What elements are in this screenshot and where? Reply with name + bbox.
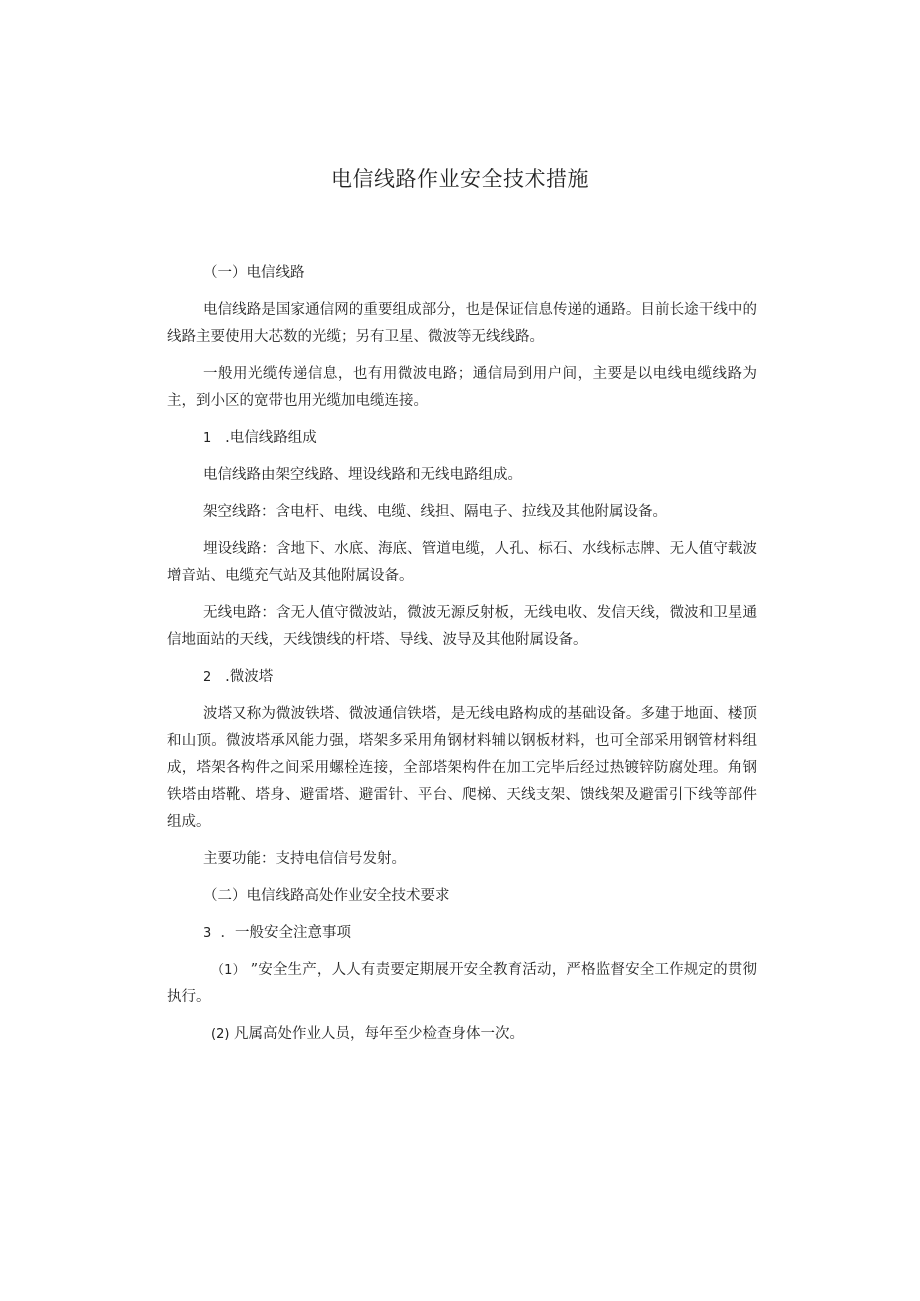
section-heading-1: （一）电信线路: [203, 265, 305, 281]
item-number: 1: [203, 431, 212, 446]
sub-item-2: [167, 1021, 757, 1048]
paragraph-1: 电信线路是国家通信网的重要组成部分，也是保证信息传递的通路。目前长途干线中的线路主要使用大芯数的光缆；另有卫星、微波等无线线路。: [167, 302, 757, 345]
paragraph-4: 架空线路：含电杆、电线、电缆、线担、隔电子、拉线及其他附属设备。: [203, 504, 667, 520]
item-text: ．一般安全注意事项: [220, 925, 351, 941]
paragraph-2: 一般用光缆传递信息，也有用微波电路；通信局到用户间，主要是以电线电缆线路为主，到小区的宽带也用光缆加电缆连接。: [167, 366, 757, 409]
item-number: 3: [203, 926, 212, 941]
item-text: .电信线路组成: [225, 430, 317, 446]
item-heading-3: [167, 920, 757, 947]
sub-item-text: ”安全生产，人人有责要定期展开安全教育活动，严格监督安全工作规定的贯彻执行。: [167, 962, 758, 1005]
paragraph-8: 主要功能：支持电信信号发射。: [203, 851, 406, 867]
sub-item-text: 凡属高处作业人员，每年至少检查身体一次。: [234, 1026, 525, 1042]
item-heading-2: [167, 664, 757, 691]
item-heading-1: [167, 425, 757, 452]
document-body: [167, 260, 757, 1058]
item-number: 2: [203, 670, 212, 685]
sub-item-1: [167, 957, 757, 1011]
paragraph-3: 电信线路由架空线路、埋设线路和无线电路组成。: [203, 467, 522, 483]
sub-item-number: (2): [211, 1027, 230, 1042]
document-title: 电信线路作业安全技术措施: [331, 167, 589, 191]
item-text: .微波塔: [225, 669, 274, 685]
paragraph-6: 无线电路：含无人值守微波站，微波无源反射板，无线电收、发信天线，微波和卫星通信地面站的天线，天线馈线的杆塔、导线、波导及其他附属设备。: [167, 605, 757, 648]
sub-item-number: （1）: [211, 963, 246, 978]
section-heading-2: （二）电信线路高处作业安全技术要求: [203, 888, 450, 904]
paragraph-7: 波塔又称为微波铁塔、微波通信铁塔，是无线电路构成的基础设备。多建于地面、楼顶和山顶。微波塔承风能力强，塔架多采用角钢材料辅以钢板材料，也可全部采用钢管材料组成，塔架各构件之间采用螺栓连接，全部塔架构件在加工完毕后经过热镀锌防腐处理。角钢铁塔由塔靴、塔身、避雷塔、避雷针、平台、爬梯、天线支架、馈线架及避雷引下线等部件组成。: [167, 706, 757, 830]
paragraph-5: 埋设线路：含地下、水底、海底、管道电缆，人孔、标石、水线标志牌、无人值守载波增音站、电缆充气站及其他附属设备。: [167, 541, 757, 584]
